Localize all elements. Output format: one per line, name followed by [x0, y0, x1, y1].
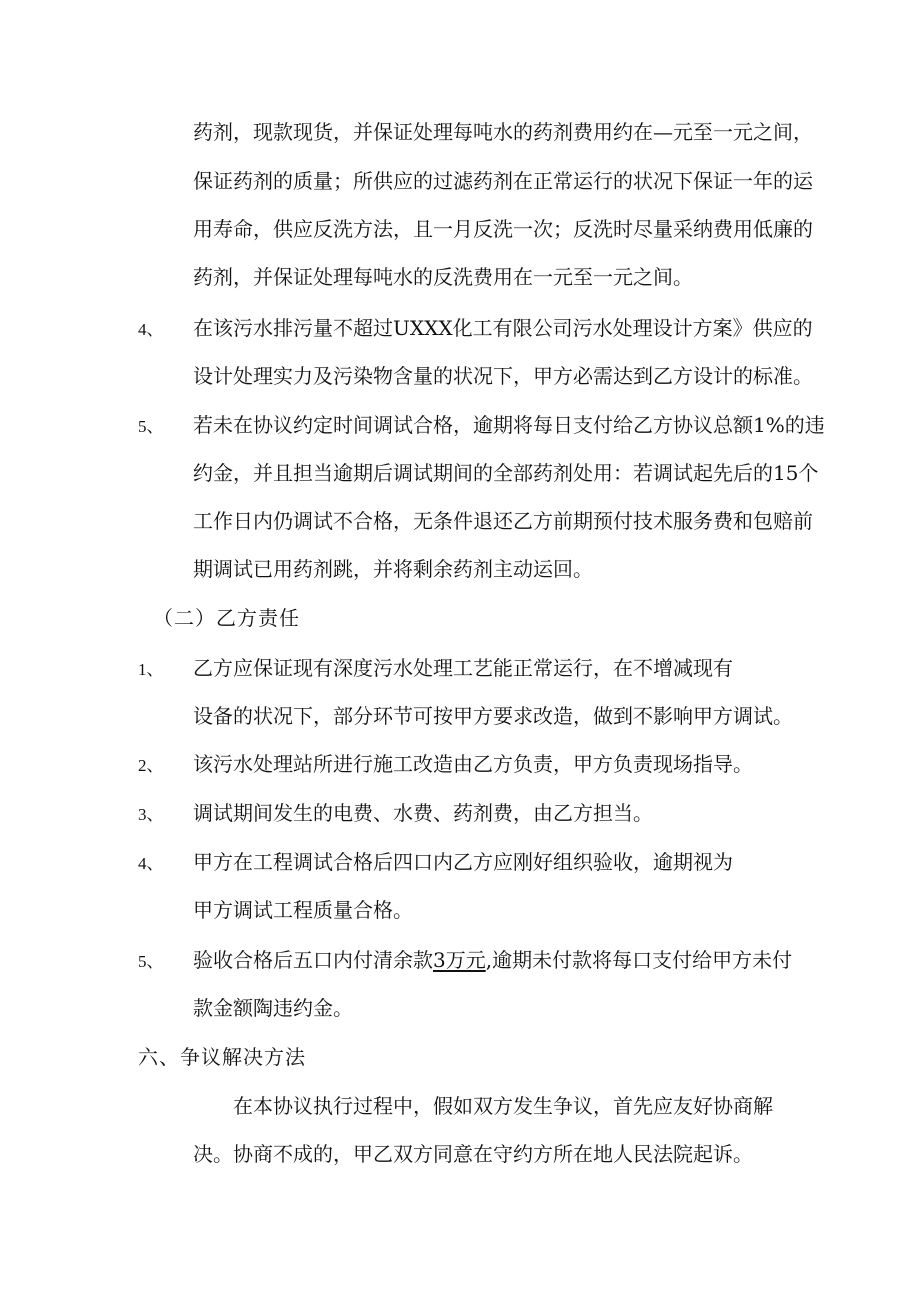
paragraph-line: 在本协议执行过程中，假如双方发生争议，首先应友好协商解 [233, 1094, 773, 1118]
item-number: 2、 [138, 756, 164, 775]
item-line: 工作日内仍调试不合格，无条件退还乙方前期预付技术服务费和包赔前 [193, 509, 813, 533]
item-number: 4、 [138, 854, 164, 873]
item-text: 验收合格后五口内付清余款 [193, 948, 433, 972]
item-number: 1、 [138, 660, 164, 679]
item-number: 5、 [138, 417, 164, 436]
item-line [193, 946, 792, 974]
item-number: 5、 [138, 952, 164, 971]
item-number: 4、 [138, 320, 164, 339]
item-number: 3、 [138, 805, 164, 824]
section-title: 六、争议解决方法 [138, 1045, 306, 1069]
paragraph-line: 药剂，现款现货，并保证处理每吨水的药剂费用约在—元至一元之间， [193, 120, 813, 144]
item-line: 甲方调试工程质量合格。 [193, 898, 413, 922]
section-title: （二）乙方责任 [153, 606, 300, 630]
paragraph-line: 药剂，并保证处理每吨水的反洗费用在一元至一元之间。 [193, 265, 693, 289]
item-line: 甲方在工程调试合格后四口内乙方应刚好组织验收，逾期视为 [193, 850, 733, 874]
item-line: 该污水处理站所进行施工改造由乙方负责，甲方负责现场指导。 [193, 752, 753, 776]
item-line: 调试期间发生的电费、水费、药剂费，由乙方担当。 [193, 801, 653, 825]
paragraph-line: 用寿命，供应反洗方法，且一月反洗一次；反洗时尽量采纳费用低廉的 [193, 217, 813, 241]
item-text: ,逾期未付款将每口支付给甲方未付 [485, 948, 793, 972]
item-line: 若未在协议约定时间调试合格，逾期将每日支付给乙方协议总额1%的违 [193, 413, 825, 437]
item-line: 设备的状况下，部分环节可按甲方要求改造，做到不影响甲方调试。 [193, 704, 793, 728]
item-line: 乙方应保证现有深度污水处理工艺能正常运行，在不增减现有 [193, 656, 733, 680]
paragraph-line: 决。协商不成的，甲乙双方同意在守约方所在地人民法院起诉。 [193, 1142, 753, 1166]
paragraph-line: 保证药剂的质量；所供应的过滤药剂在正常运行的状况下保证一年的运 [193, 169, 813, 193]
item-line: 款金额陶违约金。 [193, 996, 353, 1020]
item-line: 设计处理实力及污染物含量的状况下，甲方必需达到乙方设计的标准。 [193, 364, 813, 388]
item-line: 在该污水排污量不超过UXXX化工有限公司污水处理设计方案》供应的 [193, 316, 813, 340]
item-line: 期调试已用药剂跳，并将剩余药剂主动运回。 [193, 557, 593, 581]
underlined-amount: 3万元 [433, 948, 486, 972]
item-line: 约金，并且担当逾期后调试期间的全部药剂处用：若调试起先后的15个 [193, 461, 819, 485]
